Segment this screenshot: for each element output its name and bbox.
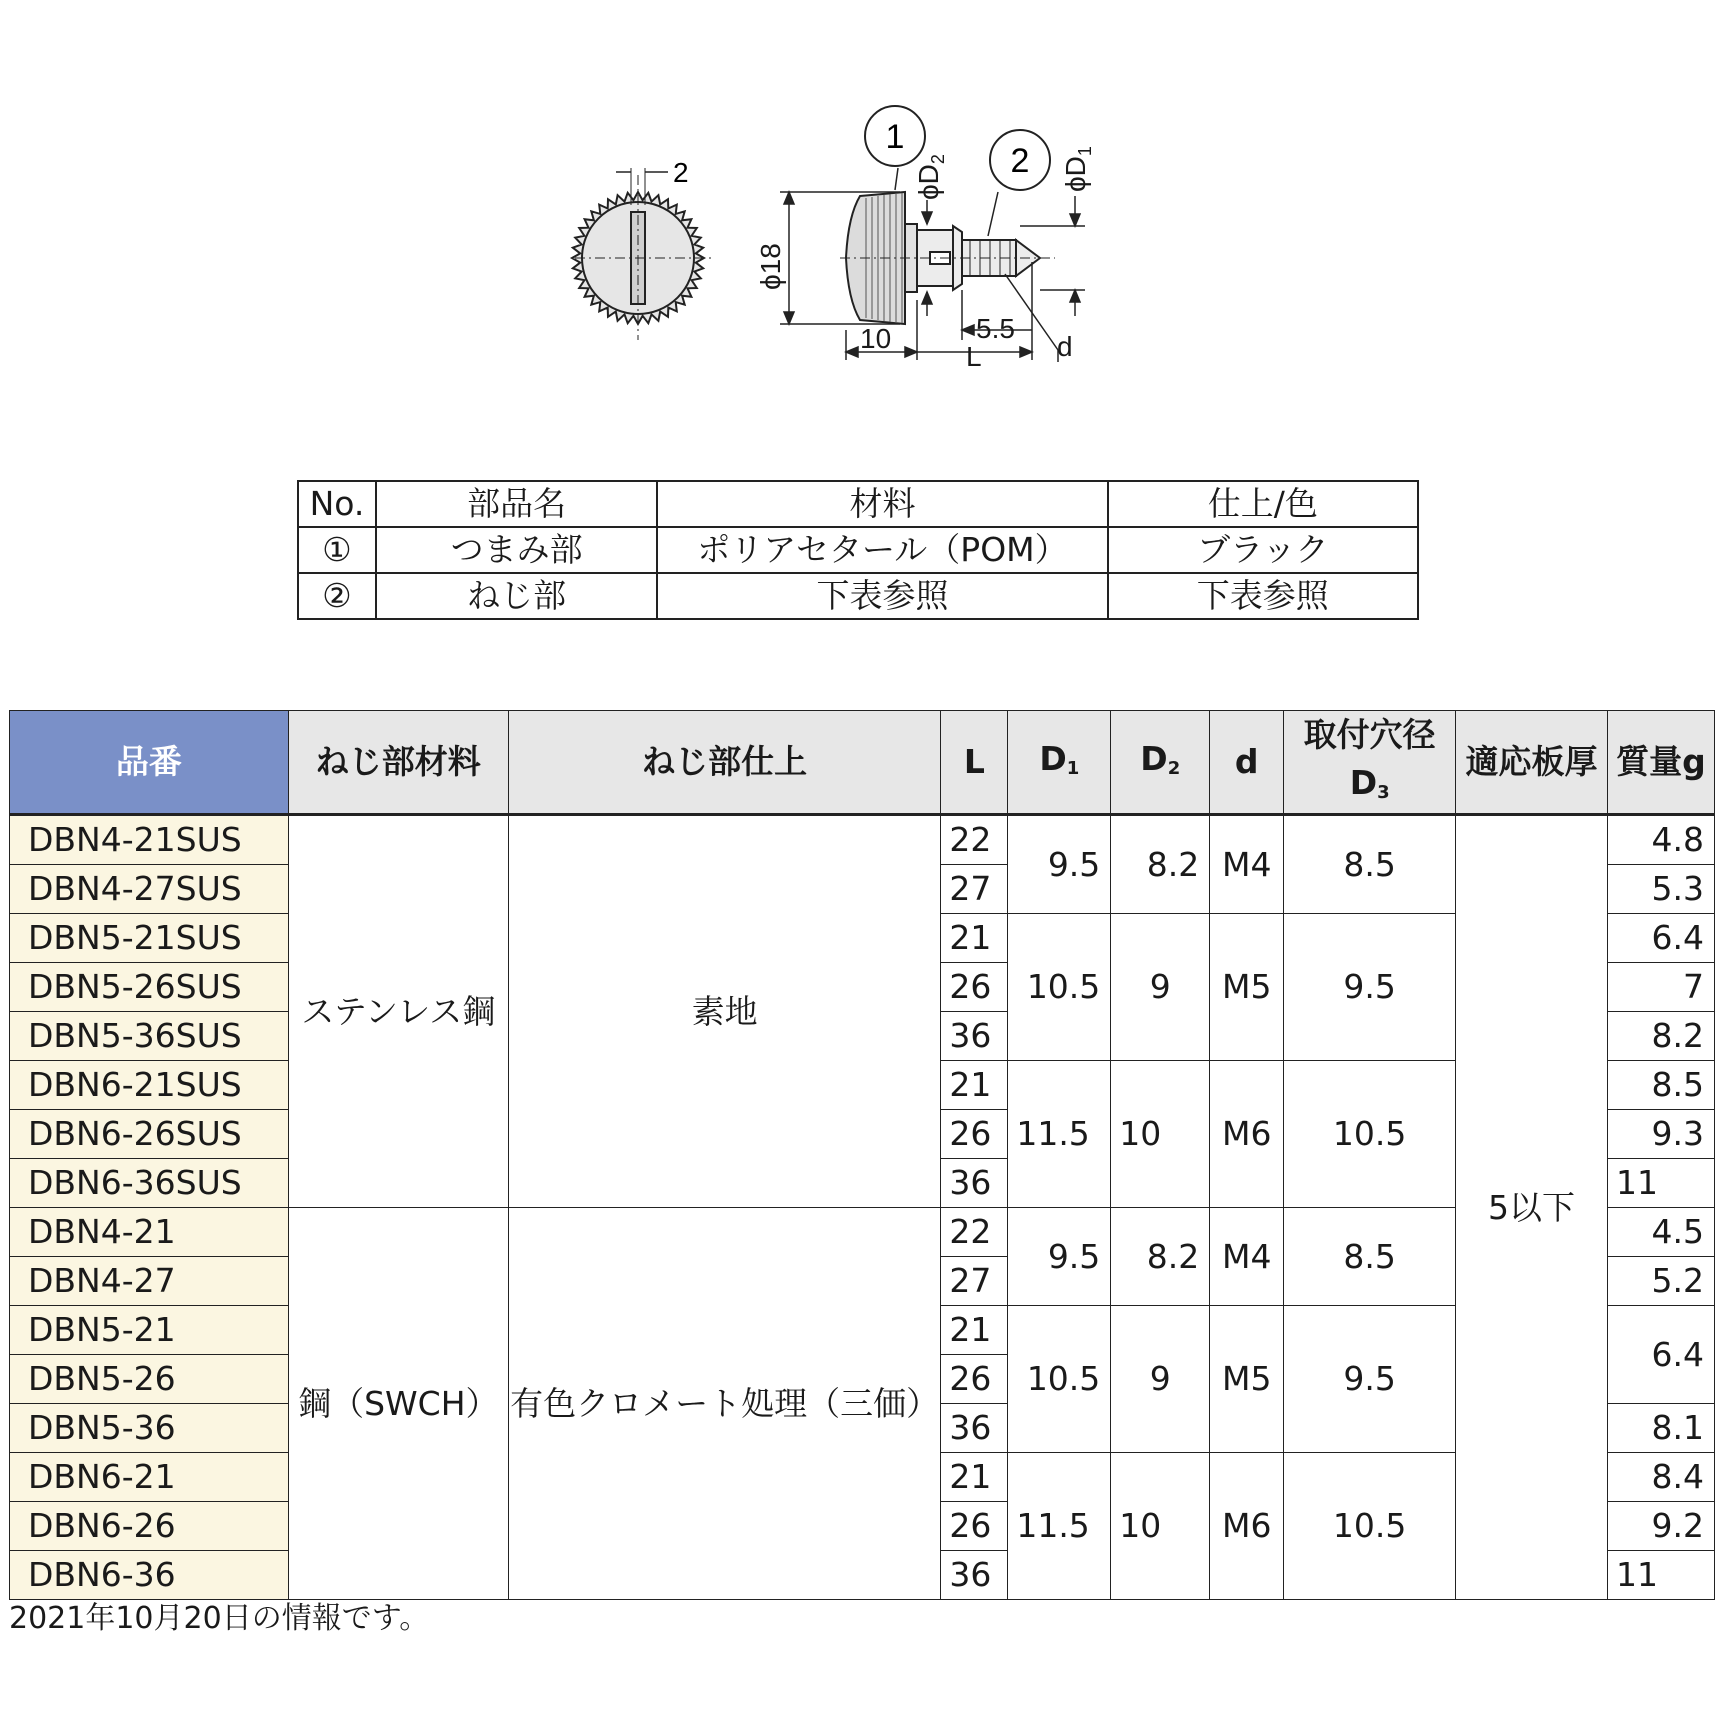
parts-col-finish: 仕上/色 bbox=[1108, 481, 1418, 527]
parts-table-header bbox=[298, 481, 1418, 527]
hole-cell: 10.5 bbox=[1284, 1453, 1456, 1600]
material-cell: ステンレス鋼 bbox=[288, 815, 508, 1208]
hole-cell: 9.5 bbox=[1284, 1306, 1456, 1453]
mass-cell: 8.5 bbox=[1607, 1061, 1714, 1110]
d1-cell: 9.5 bbox=[1008, 1208, 1111, 1306]
col-plate: 適応板厚 bbox=[1456, 711, 1608, 815]
length-cell: 26 bbox=[941, 1110, 1008, 1159]
d2-cell: 9 bbox=[1111, 914, 1210, 1061]
spec-table bbox=[9, 710, 1715, 1600]
hole-cell: 9.5 bbox=[1284, 914, 1456, 1061]
finish-cell: 素地 bbox=[508, 815, 941, 1208]
part-number-cell: DBN4-27 bbox=[10, 1257, 289, 1306]
part-number-cell: DBN6-36SUS bbox=[10, 1159, 289, 1208]
parts-col-name: 部品名 bbox=[376, 481, 657, 527]
knob-side-view bbox=[840, 192, 1055, 324]
length-cell: 27 bbox=[941, 865, 1008, 914]
parts-table bbox=[297, 480, 1419, 620]
col-L: L bbox=[941, 711, 1008, 815]
mass-cell: 9.3 bbox=[1607, 1110, 1714, 1159]
thread-cell: M4 bbox=[1210, 815, 1284, 914]
table-row bbox=[10, 815, 1715, 865]
part-number-cell: DBN4-21 bbox=[10, 1208, 289, 1257]
hole-cell: 8.5 bbox=[1284, 1208, 1456, 1306]
thread-dim-label: d bbox=[1057, 331, 1073, 362]
length-cell: 22 bbox=[941, 1208, 1008, 1257]
d2-cell: 8.2 bbox=[1111, 815, 1210, 914]
parts-col-material: 材料 bbox=[657, 481, 1107, 527]
length-cell: 22 bbox=[941, 815, 1008, 865]
part-number-cell: DBN6-26SUS bbox=[10, 1110, 289, 1159]
spec-table-header bbox=[10, 711, 1715, 815]
d1-cell: 11.5 bbox=[1008, 1061, 1111, 1208]
d2-cell: 8.2 bbox=[1111, 1208, 1210, 1306]
mass-cell: 4.5 bbox=[1607, 1208, 1714, 1257]
mass-cell: 11 bbox=[1607, 1551, 1714, 1600]
slot-dim-label: 2 bbox=[673, 157, 689, 188]
hole-cell: 10.5 bbox=[1284, 1061, 1456, 1208]
length-cell: 36 bbox=[941, 1551, 1008, 1600]
mass-cell: 6.4 bbox=[1607, 1306, 1714, 1404]
length-cell: 21 bbox=[941, 914, 1008, 963]
col-D1: $D_1$ bbox=[1008, 711, 1111, 815]
length-cell: 21 bbox=[941, 1453, 1008, 1502]
mass-cell: 6.4 bbox=[1607, 914, 1714, 963]
length-cell: 27 bbox=[941, 1257, 1008, 1306]
mass-cell: 11 bbox=[1607, 1159, 1714, 1208]
table-row bbox=[298, 573, 1418, 619]
thread-cell: M6 bbox=[1210, 1061, 1284, 1208]
length-cell: 26 bbox=[941, 1355, 1008, 1404]
parts-col-no: No. bbox=[298, 481, 376, 527]
mass-cell: 4.8 bbox=[1607, 815, 1714, 865]
knob-screw-drawing bbox=[0, 0, 1720, 420]
length-cell: 36 bbox=[941, 1404, 1008, 1453]
mass-cell: 8.4 bbox=[1607, 1453, 1714, 1502]
part-number-cell: DBN6-26 bbox=[10, 1502, 289, 1551]
length-cell: 36 bbox=[941, 1159, 1008, 1208]
col-part-no: 品番 bbox=[10, 711, 289, 815]
callout-1 bbox=[865, 106, 925, 166]
svg-text:ϕD1: $\phi D_1$ bbox=[1060, 146, 1095, 192]
d1-cell: 11.5 bbox=[1008, 1453, 1111, 1600]
part-finish: 下表参照 bbox=[1108, 573, 1418, 619]
mass-cell: 5.3 bbox=[1607, 865, 1714, 914]
col-material: ねじ部材料 bbox=[288, 711, 508, 815]
hole-cell: 8.5 bbox=[1284, 815, 1456, 914]
svg-text:ϕD2: $\phi D_2$ bbox=[913, 154, 948, 200]
part-number-cell: DBN5-21 bbox=[10, 1306, 289, 1355]
col-mass: 質量g bbox=[1607, 711, 1714, 815]
d1-cell: 9.5 bbox=[1008, 815, 1111, 914]
d1-cell: 10.5 bbox=[1008, 914, 1111, 1061]
part-name: つまみ部 bbox=[376, 527, 657, 573]
finish-cell: 有色クロメート処理（三価） bbox=[508, 1208, 941, 1600]
col-D2: $D_2$ bbox=[1111, 711, 1210, 815]
d1-dim-label bbox=[1060, 146, 1095, 192]
knob-front-view bbox=[572, 168, 712, 340]
part-number-cell: DBN4-21SUS bbox=[10, 815, 289, 865]
part-number-cell: DBN6-21 bbox=[10, 1453, 289, 1502]
plate-cell: 5以下 bbox=[1456, 815, 1608, 1600]
knob-len-label: 10 bbox=[860, 323, 892, 354]
part-finish: ブラック bbox=[1108, 527, 1418, 573]
part-number-cell: DBN6-36 bbox=[10, 1551, 289, 1600]
length-cell: 21 bbox=[941, 1306, 1008, 1355]
length-cell: 26 bbox=[941, 963, 1008, 1012]
material-cell: 鋼（SWCH） bbox=[288, 1208, 508, 1600]
thread-cell: M6 bbox=[1210, 1453, 1284, 1600]
part-number-cell: DBN5-21SUS bbox=[10, 914, 289, 963]
part-number-cell: DBN5-26SUS bbox=[10, 963, 289, 1012]
part-number-cell: DBN4-27SUS bbox=[10, 865, 289, 914]
length-cell: 21 bbox=[941, 1061, 1008, 1110]
shoulder-dim-label: 5.5 bbox=[976, 313, 1015, 344]
d2-cell: 10 bbox=[1111, 1453, 1210, 1600]
part-material: 下表参照 bbox=[657, 573, 1107, 619]
d2-dim-label bbox=[913, 154, 948, 200]
part-no: ② bbox=[298, 573, 376, 619]
d2-cell: 9 bbox=[1111, 1306, 1210, 1453]
part-number-cell: DBN5-26 bbox=[10, 1355, 289, 1404]
mass-cell: 7 bbox=[1607, 963, 1714, 1012]
part-name: ねじ部 bbox=[376, 573, 657, 619]
footnote: 2021年10月20日の情報です。 bbox=[9, 1601, 430, 1636]
length-cell: 26 bbox=[941, 1502, 1008, 1551]
length-dim-label: L bbox=[966, 341, 982, 372]
svg-text:1: 1 bbox=[885, 118, 905, 156]
part-material: ポリアセタール（POM） bbox=[657, 527, 1107, 573]
col-hole: 取付穴径$D_3$ bbox=[1284, 711, 1456, 815]
length-cell: 36 bbox=[941, 1012, 1008, 1061]
svg-text:2: 2 bbox=[1010, 142, 1030, 180]
knob-dia-label: ϕ18 bbox=[755, 243, 786, 290]
thread-cell: M5 bbox=[1210, 914, 1284, 1061]
d1-cell: 10.5 bbox=[1008, 1306, 1111, 1453]
mass-cell: 5.2 bbox=[1607, 1257, 1714, 1306]
d2-cell: 10 bbox=[1111, 1061, 1210, 1208]
part-number-cell: DBN6-21SUS bbox=[10, 1061, 289, 1110]
mass-cell: 8.2 bbox=[1607, 1012, 1714, 1061]
thread-cell: M4 bbox=[1210, 1208, 1284, 1306]
callout-2 bbox=[990, 130, 1050, 190]
mass-cell: 9.2 bbox=[1607, 1502, 1714, 1551]
mass-cell: 8.1 bbox=[1607, 1404, 1714, 1453]
col-d: d bbox=[1210, 711, 1284, 815]
table-row bbox=[298, 527, 1418, 573]
part-no: ① bbox=[298, 527, 376, 573]
thread-cell: M5 bbox=[1210, 1306, 1284, 1453]
part-number-cell: DBN5-36SUS bbox=[10, 1012, 289, 1061]
col-finish: ねじ部仕上 bbox=[508, 711, 941, 815]
part-number-cell: DBN5-36 bbox=[10, 1404, 289, 1453]
